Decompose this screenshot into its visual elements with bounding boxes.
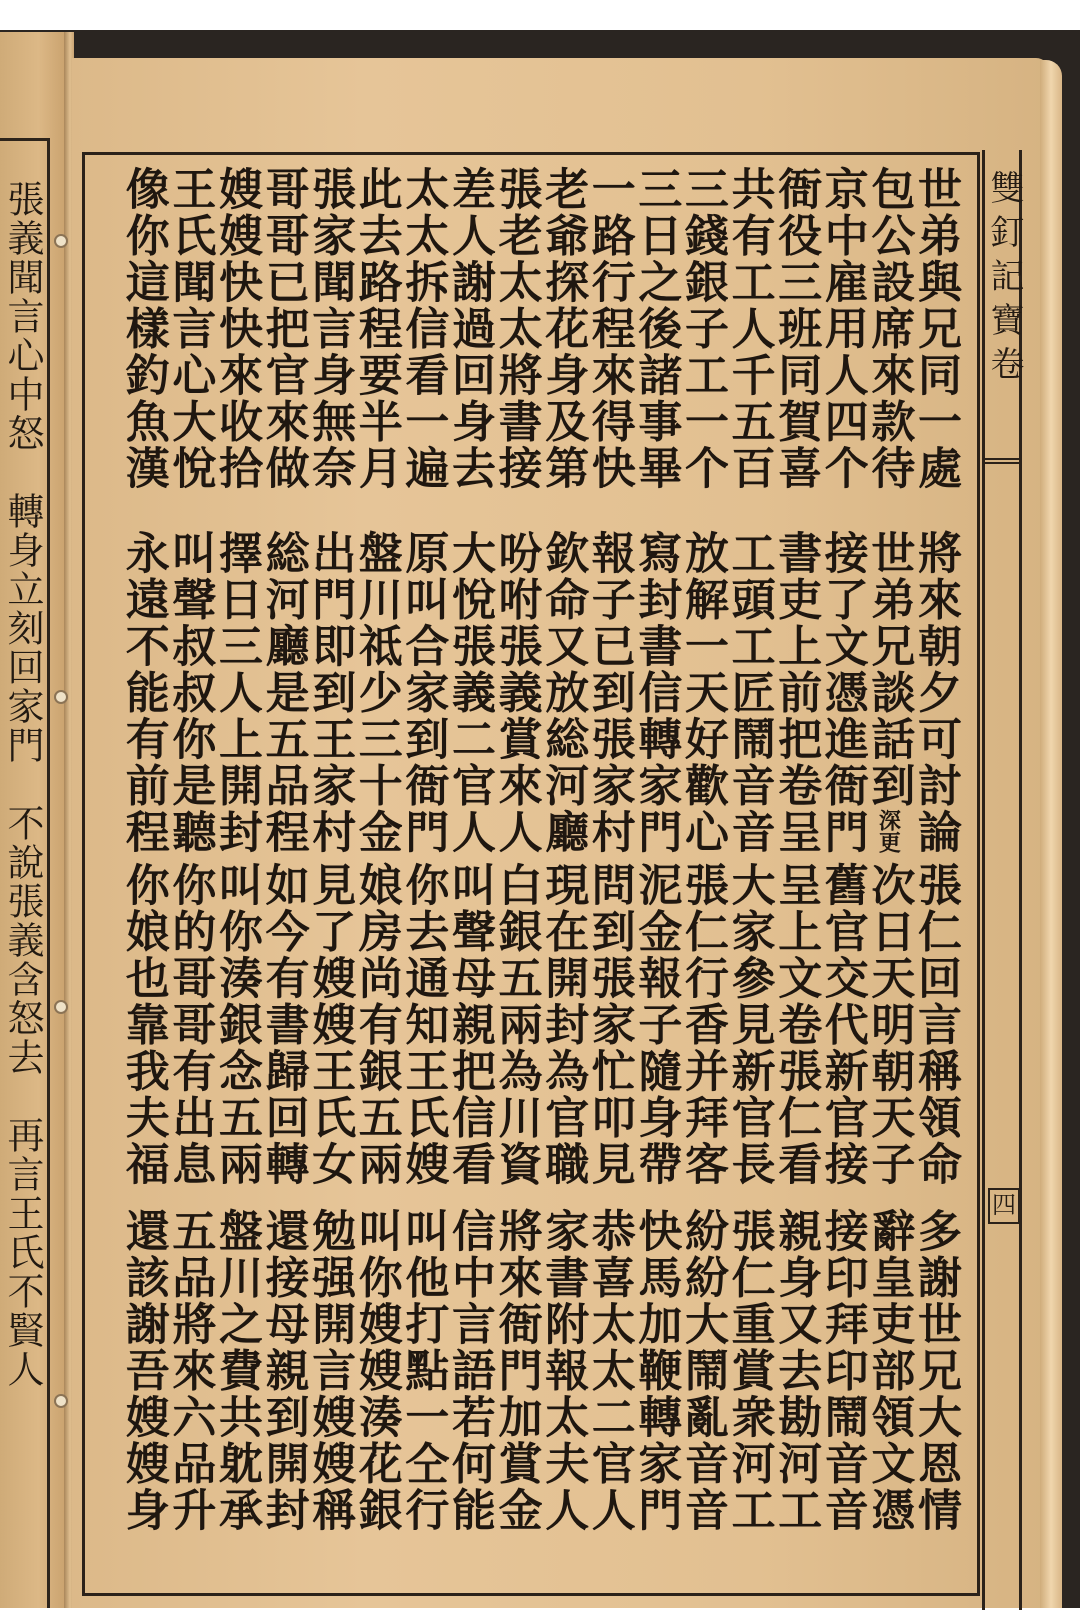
verse-line: 你娘也靠我夫福 [117, 862, 169, 1188]
verse-line: 此去路程要半月 [350, 166, 402, 492]
verse-line: 寫封書信轉家門 [630, 530, 682, 856]
verse-line: 張仁重賞衆河工 [723, 1208, 775, 1534]
verse-line: 衙役三班同賀喜 [770, 166, 822, 492]
verse-line: 辭皇吏部領文憑 [863, 1208, 915, 1534]
verse-line: 吩咐張義賞來人 [490, 530, 542, 856]
verse-line: 哥哥已把官來做 [257, 166, 309, 492]
folio-number: 四 [992, 1191, 1016, 1219]
book-kind: 寶卷 [984, 302, 1024, 390]
verse-line: 紛紛大鬧亂音音 [677, 1208, 728, 1534]
verse-line: 王氏聞言心大悅 [164, 166, 216, 492]
verse-line: 信中言語若何能 [444, 1208, 495, 1534]
verse-line: 親身又去勘河工 [770, 1208, 822, 1534]
verse-line: 大家參見新官長 [723, 862, 775, 1188]
verse-line: 太太拆信看一遍 [397, 166, 449, 492]
verse-line: 問到張家忙叩見 [583, 862, 635, 1188]
stitch-hole [54, 1394, 68, 1408]
verse-line: 如今有書歸回轉 [257, 862, 309, 1188]
verse-line: 見了嫂嫂王氏女 [304, 862, 356, 1188]
verse-line: 大悅張義二官人 [444, 530, 495, 856]
verse-line: 呈上文卷張仁看 [770, 862, 822, 1188]
verse-line: 張老太太將書接 [490, 166, 542, 492]
verse-line: 盤川之費共躭承 [211, 1208, 262, 1534]
verse-line: 娘房尚有銀五兩 [350, 862, 402, 1188]
verse-line: 叫他打點一仝行 [397, 1208, 449, 1534]
verse-line: 像你這樣釣魚漢 [117, 166, 169, 492]
title-rule [982, 458, 1022, 464]
verse-line: 白銀五兩為川資 [490, 862, 542, 1188]
verse-line: 張家聞言身無奈 [304, 166, 356, 492]
verse-line: 差人謝過回身去 [444, 166, 495, 492]
verse-line: 你去通知王氏嫂 [397, 862, 449, 1188]
verse-line: 將來衙門加賞金 [490, 1208, 542, 1534]
verse-line: 報子已到張家村 [583, 530, 635, 856]
verse-line: 你的哥哥有出息 [164, 862, 216, 1188]
verse-line: 多謝世兄大恩情 [910, 1208, 961, 1534]
stitch-hole [54, 1000, 68, 1014]
verse-line: 張仁回言稱領命 [910, 862, 961, 1188]
verse-line: 原叫合家到衙門 [397, 530, 449, 856]
verse-line: 共有工人千五百 [723, 166, 775, 492]
verse-line: 包公設席來款待 [863, 166, 915, 492]
small-note: 深更 [875, 809, 902, 853]
verse-line: 接了文憑進衙門 [816, 530, 868, 856]
verse-line: 叫聲叔叔你是聽 [164, 530, 216, 856]
verse-line: 現在開封為官職 [537, 862, 589, 1188]
verse-line: 次日天明朝天子 [863, 862, 915, 1188]
verse-line: 永遠不能有前程 [117, 530, 169, 856]
verse-line: 京中雇用人四个 [816, 166, 868, 492]
book-title [986, 170, 1022, 390]
stitch-hole [54, 234, 68, 248]
verse-line: 五品將來六品升 [164, 1208, 216, 1534]
verse-line: 舊官交代新官接 [816, 862, 868, 1188]
verse-line: 出門即到王家村 [304, 530, 356, 856]
verse-line: 叫你嫂嫂湊花銀 [350, 1208, 402, 1534]
verse-line: 書吏上前把卷呈 [770, 530, 822, 856]
verse-line: 叫聲母親把信看 [444, 862, 495, 1188]
verse-line: 恭喜太太二官人 [583, 1208, 635, 1534]
verse-line: 接印拜印鬧音音 [816, 1208, 868, 1534]
verse-line: 工頭工匠鬧音音 [723, 530, 775, 856]
verse-line: 還該謝吾嫂嫂身 [117, 1208, 169, 1534]
verse-line: 還接母親到開封 [257, 1208, 309, 1534]
verse-line: 総河廳是五品程 [257, 530, 309, 856]
verse-line: 三錢銀子工一个 [677, 166, 728, 492]
verse-line: 家書附報太夫人 [537, 1208, 589, 1534]
verse-line: 世弟與兄同一處 [910, 166, 961, 492]
verse-line: 三日之後諸事畢 [630, 166, 682, 492]
book-name: 雙釘記 [984, 170, 1024, 302]
verse-line: 世弟兄談話到深更 [863, 530, 915, 853]
verse-line: 勉强開言嫂嫂稱 [304, 1208, 356, 1534]
verse-line: 將來朝夕可討論 [910, 530, 961, 856]
page-edge [1040, 60, 1062, 1608]
verse-line: 放解一天好歡心 [677, 530, 728, 856]
verse-line: 快馬加鞭轉家門 [630, 1208, 682, 1534]
verse-line: 張仁行香并拜客 [677, 862, 728, 1188]
verse-line: 叫你湊銀念五兩 [211, 862, 262, 1188]
verse-line: 泥金報子隨身帶 [630, 862, 682, 1188]
verse-line: 欽命又放総河廳 [537, 530, 589, 856]
left-page-column: 張義聞言心中怒 轉身立刻回家門 不說張義含怒去 再言王氏不賢人 [1, 180, 44, 1389]
verse-line: 老爺探花身及第 [537, 166, 589, 492]
stitch-hole [54, 690, 68, 704]
verse-line: 一路行程來得快 [583, 166, 635, 492]
verse-line: 嫂嫂快快來收拾 [211, 166, 262, 492]
verse-line: 盤川祗少三十金 [350, 530, 402, 856]
verse-line: 擇日三人上開封 [211, 530, 262, 856]
